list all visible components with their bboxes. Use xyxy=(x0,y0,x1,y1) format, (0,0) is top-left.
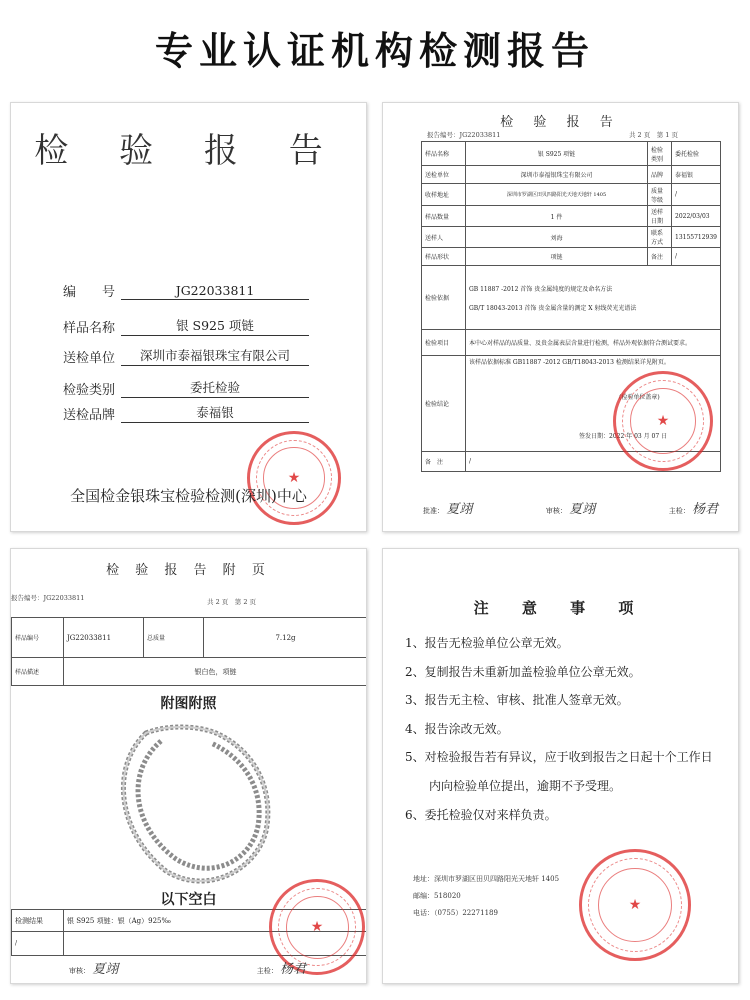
page-indicator: 共 2 页 第 2 页 xyxy=(207,598,257,606)
notice-list xyxy=(405,629,732,829)
red-seal-stamp: ★ xyxy=(579,849,691,961)
issuing-organization: 全国检金银珠宝检验检测(深圳)中心 xyxy=(70,487,307,505)
notice-item: 6、委托检验仅对来样负责。 xyxy=(405,807,557,822)
result-table: 检测结果 银 S925 项链：银（Ag）925‰ / xyxy=(11,909,367,956)
red-seal-stamp: ★ xyxy=(613,371,713,471)
notice-item: 3、报告无主检、审核、批准人签章无效。 xyxy=(405,693,629,708)
appendix-title: 检 验 报 告 附 页 xyxy=(106,563,271,578)
field-submitter: 送检单位 深圳市泰福银珠宝有限公司 xyxy=(63,346,309,366)
notice-title: 注 意 事 项 xyxy=(473,599,648,617)
field-sample-name: 样品名称 银 S925 项链 xyxy=(63,316,309,336)
report-cover-panel xyxy=(10,102,367,532)
approver-signature: 夏翊 xyxy=(446,502,473,517)
report-appendix-panel xyxy=(10,548,367,984)
page-header xyxy=(0,0,750,95)
field-category: 检验类别 委托检验 xyxy=(63,378,309,398)
inspector-signature: 杨君 xyxy=(279,962,306,977)
photo-caption: 附图附照 xyxy=(160,696,217,712)
contact-info: 地址：深圳市罗湖区田贝四路阳光天地轩 1405 邮编：518020 电话：（0755）22271189 xyxy=(413,875,560,917)
notice-item: 内向检验单位提出，逾期不予受理。 xyxy=(405,778,622,793)
notice-item: 1、报告无检验单位公章无效。 xyxy=(405,636,569,650)
notice-item: 2、复制报告未重新加盖检验单位公章无效。 xyxy=(405,664,641,679)
blank-below-note: 以下空白 xyxy=(160,892,217,908)
appendix-signature-row: 审核： 夏翊 主检： 杨君 xyxy=(69,962,306,977)
red-seal-stamp: ★ xyxy=(269,879,365,975)
notice-panel xyxy=(382,548,739,984)
reviewer-signature: 夏翊 xyxy=(92,962,119,977)
page-title: 专业认证机构检测报告 xyxy=(154,29,595,73)
appendix-table: 样品编号 JG22033811 总质量 7.12g 样品描述 银白色，项链 xyxy=(11,617,367,686)
field-report-no: 编 号 JG22033811 xyxy=(63,281,309,300)
report-title: 检 验 报 告 xyxy=(500,115,621,130)
field-brand: 送检品牌 泰福银 xyxy=(63,403,309,423)
report-number: 报告编号：JG22033811 xyxy=(427,131,501,139)
red-seal-stamp: ★ xyxy=(247,431,341,525)
inspector-signature: 杨君 xyxy=(691,502,718,517)
cover-title: 检 验 报 告 xyxy=(34,131,343,171)
report-table: 样品名称 银 S925 项链 检验类别 委托检验 送检单位 深圳市泰福银珠宝有限公司 品牌 泰福银 收样地址 深圳市罗湖区田贝四路阳光天地天地轩 1405 质量等级 / 样品数量 1 件 送样日期 2022/03/03 送样人 刘海 联系方式 13155712939 样品形状 项链 备注 / 检验依据 GB 11887 -2012 首饰 贵金属纯度的规定及命名方法 GB/T 18043-2013 首饰 贵金属含量的测定 X 射线荧光光谱法 检验项目 本中心对样品的品质量、及贵金属表层含量进行检测，样品外观依据符合测试要求。 检验结论 该样品依据标准 GB11887 -2012 GB/T18043-2013 检测结果详见附页。 (检验单位盖章) 签发日期：2022 年 03 月 07 日 备 注 / xyxy=(421,141,721,472)
test-basis: GB 11887 -2012 首饰 贵金属纯度的规定及命名方法 GB/T 18043-2013 首饰 贵金属含量的测定 X 射线荧光光谱法 xyxy=(466,266,721,330)
report-page-1-panel xyxy=(382,102,739,532)
signature-row: 批准： 夏翊 审核： 夏翊 主检： 杨君 xyxy=(423,502,718,517)
test-conclusion: 该样品依据标准 GB11887 -2012 GB/T18043-2013 检测结果详见附页。 (检验单位盖章) 签发日期：2022 年 03 月 07 日 xyxy=(466,356,721,452)
necklace-photo xyxy=(106,721,276,886)
reviewer-signature: 夏翊 xyxy=(569,502,596,517)
notice-item: 5、对检验报告若有异议，应于收到报告之日起十个工作日 xyxy=(405,750,713,765)
report-number: 报告编号：JG22033811 xyxy=(11,594,85,602)
notice-item: 4、报告涂改无效。 xyxy=(405,721,509,736)
page-indicator: 共 2 页 第 1 页 xyxy=(628,131,678,139)
